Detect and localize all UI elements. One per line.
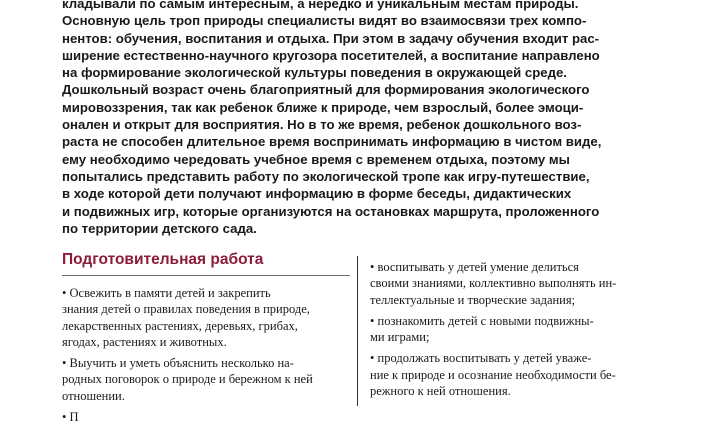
text-line: нентов: обучения, воспитания и отдыха. При этом в задачу обучения входит рас- bbox=[62, 30, 600, 46]
column-divider bbox=[357, 256, 358, 406]
list-item-line: режного к ней отношения. bbox=[370, 384, 511, 399]
text-line: раста не способен длительное время воспринимать информацию в чистом виде, bbox=[62, 134, 602, 150]
list-item-line: • продолжать воспитывать у детей уваже- bbox=[370, 351, 592, 366]
list-item-line: • познакомить детей с новыми подвижны- bbox=[370, 313, 594, 328]
right-column bbox=[370, 259, 700, 399]
list-item-line: лекарственных растениях, деревьях, грибах, bbox=[62, 318, 298, 333]
list-item-line: • воспитывать у детей умение делиться bbox=[370, 260, 579, 274]
list-item-line: теллектуальные и творческие задания; bbox=[370, 292, 576, 307]
text-line: кладывали по самым интересным, а нередко и уникальным местам природы. bbox=[62, 0, 579, 11]
list-item-line: • Выучить и уметь объяснить несколько на- bbox=[62, 356, 294, 371]
list-item-line: ягодах, растениях и животных. bbox=[62, 334, 227, 349]
text-line: мировоззрения, так как ребенок ближе к природе, чем взрослый, более эмоци- bbox=[62, 99, 584, 115]
text-line: по территории детского сада. bbox=[62, 220, 257, 236]
list-item-line: • П bbox=[62, 410, 79, 425]
text-line: и подвижных игр, которые организуются на остановках маршрута, проложенного bbox=[62, 203, 600, 219]
text-line: ширение естественно-научного кругозора посетителей, а воспитание направлено bbox=[62, 47, 600, 63]
text-line: ему необходимо чередовать учебное время с временем отдыха, поэтому мы bbox=[62, 151, 570, 167]
list-item-line: своими знаниями, коллективно выполнять ин- bbox=[370, 276, 617, 291]
text-line: на формирование экологической культуры поведения в окружающей среде. bbox=[62, 65, 567, 81]
list-item bbox=[370, 313, 700, 346]
list-item-line: ние к природе и осознание необходимости бе- bbox=[370, 367, 616, 382]
list-item bbox=[370, 350, 700, 399]
section-heading: Подготовительная работа bbox=[62, 251, 264, 268]
list-item bbox=[62, 285, 350, 350]
list-item-line: ми играми; bbox=[370, 330, 430, 345]
list-item-line: родных поговорок о природе и бережном к ней bbox=[62, 372, 313, 387]
text-line: в ходе которой дети получают информацию в форме беседы, дидактических bbox=[62, 186, 572, 202]
list-item-line: • Освежить в памяти детей и закрепить bbox=[62, 286, 271, 300]
intro-text bbox=[62, 0, 702, 237]
text-line: Дошкольный возраст очень благоприятный для формирования экологического bbox=[62, 82, 590, 98]
list-item bbox=[370, 259, 700, 308]
list-item-line: знания детей о правилах поведения в природе, bbox=[62, 302, 310, 317]
heading-underline bbox=[62, 275, 350, 276]
list-item bbox=[62, 355, 350, 404]
left-column bbox=[62, 285, 350, 425]
list-item-line: отношении. bbox=[62, 388, 125, 403]
text-line: онален и открыт для восприятия. Но в то же время, ребенок дошкольного воз- bbox=[62, 117, 582, 133]
list-item bbox=[62, 409, 350, 425]
text-line: попытались представить работу по экологической тропе как игру-путешествие, bbox=[62, 168, 590, 184]
text-line: Основную цель троп природы специалисты видят во взаимосвязи трех компо- bbox=[62, 13, 587, 29]
